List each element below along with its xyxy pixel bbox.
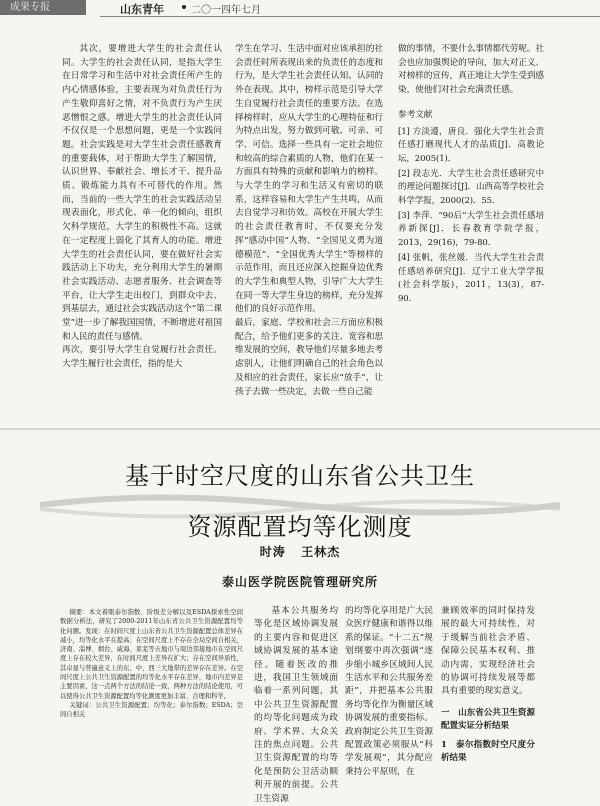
- reference-item: [4] 张帆，张丝媛．当代大学生社会责任感培养研究[J]．辽宁工业大学学报(社会科学版)，2011，13(3)，87-90．: [398, 252, 544, 304]
- abstract-text: 摘要：本文着眼泰尔指数、阶级差分解以及ESDA探索性空间数据分析法，研究了2000-2011年山东省公共卫生资源配置均等化问题。发现：在时间尺度上山东省公共卫生资源配置总体差异在减小，均等化水平在提高；在空间尺度上不存在全局空间自相关，济南、淄博、烟台、威海、莱芜等五地市与周边邻接地市在空间尺度上存在较大差异，在时间尺度上差异在扩大；存在空间异质性，其卓显与普遍意义上的东、中、西三大地带的差异存在差异。在空间尺度上公共卫生资源配置的均等化水平存在差异，地市内差异是主要因素，这一点两个方法的结论一致，两种方法的结论使用，可以使得公共卫生资源配置均等化测度更加丰富、合理和科学。: [60, 609, 243, 700]
- journal-name: 山东青年: [120, 3, 164, 16]
- prev-article-col2-text: 学生在学习、生活中面对应该承担的社会责任时所表现出来的负责任的态度和行为，是大学生社会责任认知、认同的外在表现。其中，榜样示范是引导大学生自觉履行社会责任的重要方法。在选择榜样时，应从大学生的心理特征和行为特点出发，努力做到可敬、可亲、可学、可信。选择一些具有一定社会地位和较高的综合素质的人物，他们在某一方面具有特殊的贡献和影响力的榜样。与大学生的学习和生活又有密切的联系，这样容易和大学生产生共鸣，从而去自觉学习和仿效。高校在开展大学生的社会责任教育时，不仅要充分发挥“感动中国”人物、“全国见义勇为道德模范”、“全国优秀大学生”等榜样的示范作用，而且还应深入挖掘身边优秀的大学生和典型人物，引导广大大学生在同一等大学生身边的榜样，充分发挥他们的良好示范作用。 最后，家庭、学校和社会三方面应积极配合，给予他们更多的关注、宽容和思维发展的空间，教导他们尽量多地去考虑别人，让他们明确自己的社会角色以及相应的社会责任，家长应“放手”，让孩子去做一些决定，去做一些自己能: [235, 44, 383, 397]
- body-col2: [345, 605, 433, 779]
- prev-article-col3: [398, 43, 544, 308]
- reference-item: [2] 段志光．大学生社会责任感研究中的理论问题探讨[J]．山西高等学校社会科学学报，2000(2)．55．: [398, 168, 544, 207]
- article-authors: 时涛 王林杰: [259, 545, 341, 559]
- subsection-heading: 1 泰尔指数时空尺度分析结果: [441, 739, 535, 764]
- prev-article-col1-text: 其次，要增进大学生的社会责任认同。大学生的社会责任认同，是指大学生在日常学习和生活中对社会责任所产生的内心情感体验，主要表现为对负责任行为产生敬仰喜好之情，对不负责行为产生厌恶憎恨之感。增进大学生的社会责任认同不仅仅是一个思想问题，更是一个实践问题。社会实践是对大学生社会责任感教育的重要载体，对于帮助大学生了解国情，认识世界、奉献社会、增长才干、提升品质、锻炼能力具有不可替代的作用。然而，当前的一些大学生的社会实践活动呈现表面化，形式化、单一化的倾向，组织欠科学规范，大学生的积极性不高。这就在一定程度上弱化了其育人的功能。增进大学生的社会责任认同，要在做好社会实践活动上下功夫，充分利用大学生的暑期社会实践活动、志愿者服务、社会调查等平台，让大学生走出校门，到群众中去、到基层去，通过社会实践活动这个“第二课堂”进一步了解我国国情，不断增进对祖国和人民的责任与感情。 再次，要引导大学生自觉履行社会责任。大学生履行社会责任，指的是大: [62, 44, 222, 370]
- body-col1: [254, 605, 338, 806]
- article-title-line1: 基于时空尺度的山东省公共卫生: [125, 462, 475, 490]
- article-affiliation: 泰山医学院医院管理研究所: [221, 575, 378, 589]
- keywords-text: 关键词：公共卫生资源配置；均等化；泰尔指数；ESDA；空间自相关: [60, 701, 243, 719]
- body-col2-text: 的均等化享用是广大民众医疗健康和谐得以维系的保证。“十二五”规划纲要中再次强调“逐步缩小城乡区域间人民生活水平和公共服务差距”，并把基本公共服务均等化作为衡量区域协调发展的重要指标。政府制定公共卫生资源配置政策必须服从“科学发展观”，其分配应秉持公平原则，在: [345, 606, 433, 777]
- references-heading: 参考文献: [398, 109, 433, 120]
- bullet-dot: [182, 5, 186, 9]
- header-rule: [100, 16, 600, 17]
- prev-article-col3-text: 做的事情，不要什么事情都代劳呢。社会也应加强舆论的导向，加大对正义、对榜样的宣传，真正地让大学生受到感染，使他们对社会充满责任感。: [398, 44, 544, 96]
- issue-date: 二〇一四年七月: [191, 5, 261, 16]
- reference-item: [1] 方淡遵，唐良．强化大学生社会责任感打磨现代人才的品质[J]．高教论坛，2005(1)．: [398, 126, 544, 164]
- page-header: [0, 0, 600, 17]
- body-col1-text: 基本公共服务均等化是区域协调发展的主要内容和促进区域协调发展的基本途径。随着医改的推进，我国卫生领域面临着一系列问题，其中公共卫生资源配置的均等化问题成为政府、学术界、大众关注的焦点问题。公共卫生资源配置的均等化是预防公卫活动顺利开展的前提。公共卫生资源: [254, 606, 338, 804]
- section-heading: 一 山东省公共卫生资源配置实证分析结果: [441, 707, 535, 732]
- reference-item: [3] 李萍．“90后”大学生社会责任感培养新探[J]．长春教育学院学报，2013，29(16)，79-80．: [398, 210, 544, 249]
- prev-article-col1: [62, 43, 222, 372]
- body-col3: [441, 605, 535, 765]
- article-title-line2: 资源配置均等化测度: [187, 513, 413, 541]
- prev-article-col2: [235, 43, 383, 399]
- body-col3-text: 兼顾效率的同时保持发展的最大可持续性，对于缓解当前社会矛盾、保障公民基本权利、推动内需、实现经济社会的协调可持续发展等都具有重要的现实意义。: [441, 606, 535, 697]
- abstract-block: [60, 608, 243, 720]
- article-separator: [0, 428, 600, 430]
- section-tag: 成果专报: [0, 0, 86, 15]
